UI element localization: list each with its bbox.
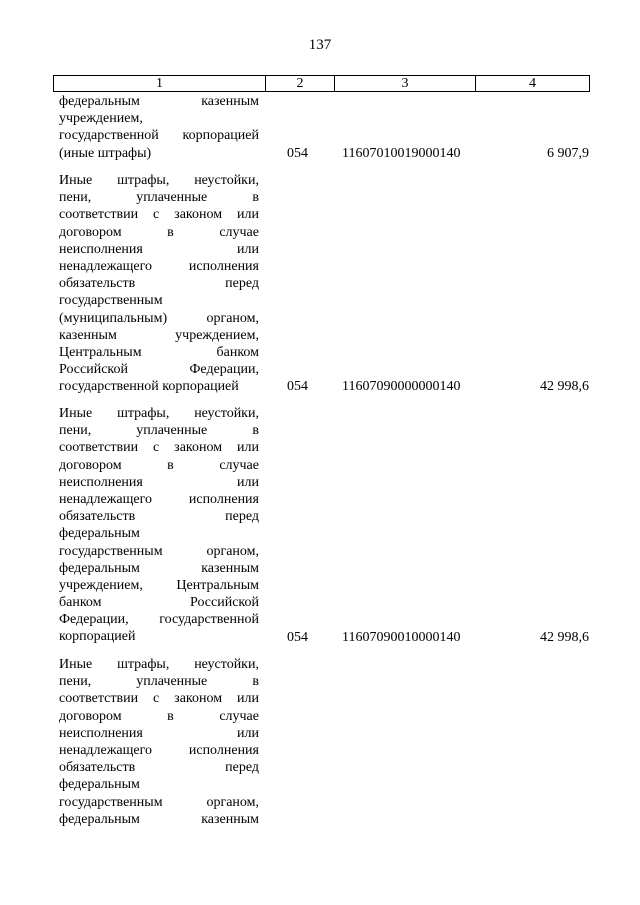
description-line: государственной корпорацией <box>59 379 239 395</box>
description-word: законом <box>174 691 223 707</box>
description-word: ненадлежащего <box>59 491 153 507</box>
description-line <box>59 673 259 690</box>
description-line <box>59 611 259 628</box>
description-line <box>59 344 259 361</box>
description-line <box>59 543 259 560</box>
description-word: Иные <box>59 173 93 188</box>
description-word: перед <box>225 509 259 525</box>
description-word: с <box>153 691 160 707</box>
header-col-4: 4 <box>475 76 589 91</box>
row-kbk: 11607010019000140 <box>342 145 461 161</box>
description-line: федеральным <box>59 777 140 793</box>
description-word: Иные <box>59 406 93 421</box>
description-word: Российской <box>59 362 128 378</box>
description-line <box>59 690 259 707</box>
description-word: пени, <box>59 674 92 690</box>
description-word: органом, <box>206 794 259 810</box>
description-word: исполнения <box>188 742 259 758</box>
description-word: (муниципальным) <box>59 310 168 326</box>
description-word: уплаченные <box>136 423 208 439</box>
description-word: законом <box>174 207 223 223</box>
description-word: или <box>237 440 259 456</box>
description-word: органом, <box>206 543 259 559</box>
description-word: Центральным <box>59 344 142 360</box>
description-line <box>59 422 259 439</box>
description-word: обязательств <box>59 276 136 292</box>
description-word: неустойки, <box>194 173 259 188</box>
description-line: учреждением, <box>59 111 143 127</box>
description-word: Центральным <box>176 577 259 593</box>
description-line <box>59 275 259 292</box>
description-word: в <box>167 224 174 240</box>
description-word: случае <box>219 224 259 240</box>
description-line <box>59 361 259 378</box>
description-word: исполнения <box>188 258 259 274</box>
description-word: в <box>167 708 174 724</box>
description-word: Российской <box>190 595 259 611</box>
description-word: договором <box>59 708 122 724</box>
description-word: государственной <box>159 612 259 628</box>
description-word: неисполнения <box>59 241 143 257</box>
description-line <box>59 189 259 206</box>
header-col-2: 2 <box>265 76 334 91</box>
description-word: пени, <box>59 190 92 206</box>
description-line <box>59 241 259 258</box>
description-line <box>59 457 259 474</box>
description-word: пени, <box>59 423 92 439</box>
description-word: казенным <box>201 560 259 576</box>
description-word: соответствии <box>59 440 139 456</box>
description-word: штрафы, <box>117 406 170 421</box>
description-word: казенным <box>59 327 117 343</box>
description-line <box>59 224 259 241</box>
description-word: учреждением, <box>59 577 143 593</box>
description-word: или <box>237 241 259 257</box>
description-line: федеральным <box>59 526 140 542</box>
description-word: в <box>167 457 174 473</box>
description-word: казенным <box>201 811 259 827</box>
description-word: федеральным <box>59 94 140 109</box>
description-line <box>59 594 259 611</box>
page-number: 137 <box>308 37 332 53</box>
description-word: случае <box>219 708 259 724</box>
description-line <box>59 656 259 673</box>
description-word: или <box>237 691 259 707</box>
description-line <box>59 206 259 223</box>
description-line <box>59 794 259 811</box>
description-word: федеральным <box>59 811 140 827</box>
description-word: соответствии <box>59 207 139 223</box>
description-word: перед <box>225 276 259 292</box>
row-description <box>59 405 259 646</box>
description-word: Федерации, <box>59 612 129 628</box>
description-word: федеральным <box>59 560 140 576</box>
description-line <box>59 491 259 508</box>
description-word: банком <box>59 595 102 611</box>
description-word: случае <box>219 457 259 473</box>
description-line <box>59 405 259 422</box>
description-word: обязательств <box>59 760 136 776</box>
description-word: государственным <box>59 543 163 559</box>
description-word: штрафы, <box>117 657 170 672</box>
description-word: неустойки, <box>194 657 259 672</box>
row-kbk: 11607090000000140 <box>342 379 461 395</box>
description-word: учреждением, <box>175 327 259 343</box>
description-word: ненадлежащего <box>59 258 153 274</box>
description-line <box>59 258 259 275</box>
description-word: с <box>153 440 160 456</box>
description-word: ненадлежащего <box>59 742 153 758</box>
description-word: в <box>252 674 259 690</box>
row-code: 054 <box>287 379 308 395</box>
description-word: соответствии <box>59 691 139 707</box>
description-line <box>59 439 259 456</box>
row-amount: 6 907,9 <box>547 145 589 161</box>
description-line <box>59 725 259 742</box>
description-word: в <box>252 190 259 206</box>
header-col-3: 3 <box>334 76 475 91</box>
row-kbk: 11607090010000140 <box>342 629 461 645</box>
description-word: договором <box>59 457 122 473</box>
description-line <box>59 759 259 776</box>
description-line <box>59 172 259 189</box>
description-line <box>59 127 259 144</box>
description-word: банком <box>216 344 259 360</box>
description-line <box>59 474 259 491</box>
row-code: 054 <box>287 629 308 645</box>
description-word: Иные <box>59 657 93 672</box>
row-description <box>59 656 259 828</box>
description-line <box>59 708 259 725</box>
description-line <box>59 742 259 759</box>
description-word: обязательств <box>59 509 136 525</box>
description-word: неисполнения <box>59 474 143 490</box>
row-description <box>59 93 259 162</box>
description-word: штрафы, <box>117 173 170 188</box>
description-word: или <box>237 207 259 223</box>
description-word: законом <box>174 440 223 456</box>
row-code: 054 <box>287 145 308 161</box>
description-word: Федерации, <box>189 362 259 378</box>
description-line <box>59 577 259 594</box>
description-word: государственной <box>59 128 159 144</box>
description-word: исполнения <box>188 491 259 507</box>
description-line: (иные штрафы) <box>59 145 152 161</box>
description-word: органом, <box>206 310 259 326</box>
description-line: государственным <box>59 293 163 309</box>
description-word: неустойки, <box>194 406 259 421</box>
description-word: с <box>153 207 160 223</box>
row-amount: 42 998,6 <box>540 379 589 395</box>
description-word: корпорацией <box>182 128 259 144</box>
description-word: уплаченные <box>136 190 208 206</box>
description-word: неисполнения <box>59 725 143 741</box>
description-line: корпорацией <box>59 629 136 645</box>
description-word: или <box>237 474 259 490</box>
description-line <box>59 327 259 344</box>
description-line <box>59 508 259 525</box>
description-word: казенным <box>201 94 259 109</box>
row-amount: 42 998,6 <box>540 629 589 645</box>
description-word: государственным <box>59 794 163 810</box>
description-word: в <box>252 423 259 439</box>
header-col-1: 1 <box>156 76 163 91</box>
row-description <box>59 172 259 395</box>
description-word: уплаченные <box>136 674 208 690</box>
description-word: перед <box>225 760 259 776</box>
description-word: или <box>237 725 259 741</box>
description-line <box>59 811 259 828</box>
description-word: договором <box>59 224 122 240</box>
table-header <box>53 75 590 92</box>
description-line <box>59 310 259 327</box>
description-line <box>59 93 259 110</box>
description-line <box>59 560 259 577</box>
